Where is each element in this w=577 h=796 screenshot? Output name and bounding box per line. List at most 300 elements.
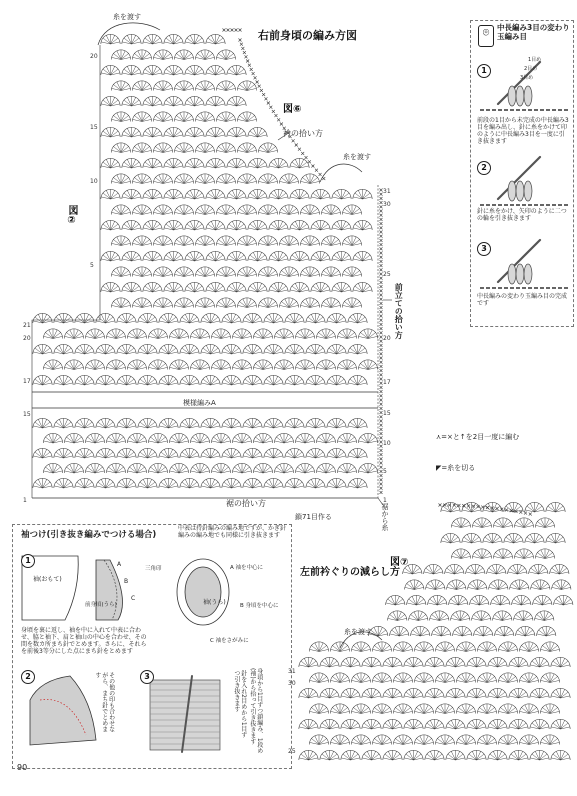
shell-stitch [306, 418, 325, 428]
shell-stitch [122, 220, 141, 230]
shell-stitch [514, 518, 533, 528]
shell-stitch [358, 433, 377, 443]
shell-stitch [164, 34, 183, 44]
shell-stitch [117, 448, 136, 458]
shell-stitch [195, 174, 214, 184]
shell-stitch [201, 313, 220, 323]
shell-stitch [54, 344, 73, 354]
sleeve-point-c: C [131, 595, 136, 602]
shell-stitch [269, 189, 288, 199]
shell-stitch [477, 642, 496, 652]
shell-stitch [237, 174, 256, 184]
shell-stitch [216, 143, 235, 153]
shell-stitch [132, 174, 151, 184]
shell-stitch [383, 719, 402, 729]
shell-stitch [488, 750, 507, 760]
shell-stitch [43, 433, 62, 443]
shell-stitch [467, 657, 486, 667]
cut-yarn-icon: ◤ [436, 464, 442, 472]
shell-stitch [362, 688, 381, 698]
shell-stitch [101, 282, 120, 292]
shell-stitch [468, 580, 487, 590]
shell-stitch [138, 418, 157, 428]
shell-stitch [393, 642, 412, 652]
hem-pickup-label: 裾の拾い方 [226, 499, 266, 508]
shell-stitch [337, 433, 356, 443]
shell-stitch [153, 112, 172, 122]
left-front-neck-title: 左前衿ぐりの減らし方 [300, 567, 400, 578]
shell-stitch [309, 642, 328, 652]
shell-stitch [525, 533, 544, 543]
shell-stitch [127, 360, 146, 370]
tail-label: 裾から糸 [381, 503, 390, 531]
shell-stitch [330, 673, 349, 683]
shell-stitch [425, 657, 444, 667]
shell-stitch [372, 704, 391, 714]
shell-stitch [169, 360, 188, 370]
shell-stitch [143, 251, 162, 261]
mini-label-3: 3目め [520, 75, 534, 81]
shell-stitch [264, 418, 283, 428]
note-a: A 袖を中心に [230, 565, 264, 571]
shell-stitch [101, 189, 120, 199]
shell-stitch [456, 673, 475, 683]
shell-stitch [190, 360, 209, 370]
shell-stitch [535, 549, 554, 559]
shell-stitch [153, 298, 172, 308]
shell-stitch [488, 657, 507, 667]
step-2-marker: 2 [477, 155, 491, 175]
shell-stitch [164, 158, 183, 168]
shell-stitch [132, 143, 151, 153]
shell-stitch [211, 360, 230, 370]
shell-stitch [122, 34, 141, 44]
row-number: 25 [383, 271, 391, 278]
shell-stitch [512, 595, 531, 605]
shell-stitch [264, 375, 283, 385]
shell-stitch [531, 580, 550, 590]
shell-stitch [306, 313, 325, 323]
shell-stitch [195, 205, 214, 215]
shell-stitch [101, 65, 120, 75]
shell-stitch [269, 158, 288, 168]
shell-stitch [164, 96, 183, 106]
shell-stitch [546, 533, 565, 543]
shell-stitch [211, 463, 230, 473]
shell-stitch [488, 719, 507, 729]
shell-stitch [132, 298, 151, 308]
sleeve-step-2-note: その他の印も合わせながら、まち針でとめます [93, 672, 115, 732]
shell-stitch [456, 704, 475, 714]
shell-stitch [122, 251, 141, 261]
shell-stitch [64, 463, 83, 473]
shell-stitch [216, 267, 235, 277]
shell-stitch [237, 267, 256, 277]
shell-stitch [327, 418, 346, 428]
shell-stitch [222, 313, 241, 323]
shell-stitch [341, 657, 360, 667]
shell-stitch [75, 418, 94, 428]
shell-stitch [211, 433, 230, 443]
shell-stitch [321, 205, 340, 215]
shell-stitch [122, 189, 141, 199]
shell-stitch [508, 564, 527, 574]
shell-stitch [111, 50, 130, 60]
neck-pickup-label: 衿の拾い方 [283, 129, 323, 138]
shell-stitch [342, 236, 361, 246]
shell-stitch [164, 65, 183, 75]
sleeve-step-3-note: 身頃から1目ずつ鎖編み、1段め(袖)から拾って引き抜きます [248, 668, 263, 754]
shell-stitch [159, 344, 178, 354]
shell-stitch [111, 236, 130, 246]
shell-stitch [96, 478, 115, 488]
shell-stitch [290, 158, 309, 168]
main-diagram-title: 右前身頃の編み方図 [258, 29, 357, 42]
mini-label-2: 2目め [524, 66, 538, 72]
shell-stitch [206, 65, 225, 75]
shell-stitch [362, 750, 381, 760]
shell-stitch [253, 433, 272, 443]
shell-stitch [101, 220, 120, 230]
shell-stitch [54, 418, 73, 428]
shell-stitch [232, 329, 251, 339]
shell-stitch [243, 448, 262, 458]
shell-stitch [143, 96, 162, 106]
shell-stitch [243, 375, 262, 385]
inset-title: 中長編み3目の変わり玉編み目 [497, 23, 570, 41]
shell-stitch [348, 313, 367, 323]
shell-stitch [143, 220, 162, 230]
shell-stitch [159, 313, 178, 323]
shell-stitch [477, 673, 496, 683]
shell-stitch [253, 329, 272, 339]
shell-stitch [106, 329, 125, 339]
shell-stitch [164, 127, 183, 137]
shell-stitch [441, 533, 460, 543]
shell-stitch [201, 448, 220, 458]
shell-stitch [509, 657, 528, 667]
shell-stitch [540, 673, 559, 683]
shell-stitch [516, 626, 535, 636]
shell-stitch [316, 463, 335, 473]
shell-stitch [447, 580, 466, 590]
shell-stitch [321, 267, 340, 277]
shell-stitch [264, 313, 283, 323]
shell-stitch [290, 251, 309, 261]
shell-stitch [279, 298, 298, 308]
shell-stitch [227, 251, 246, 261]
shell-stitch [96, 448, 115, 458]
shell-stitch [509, 719, 528, 729]
shell-stitch [306, 478, 325, 488]
yarn-pass-arrow-right [320, 164, 362, 182]
shell-stitch [117, 478, 136, 488]
shell-stitch [195, 298, 214, 308]
shell-stitch [101, 96, 120, 106]
row-number: 20 [383, 335, 391, 342]
shell-stitch [342, 298, 361, 308]
yarn-note-right: 糸を渡す [343, 153, 371, 161]
shell-stitch [111, 143, 130, 153]
shell-stitch [54, 478, 73, 488]
sleeve-step-3-marker: 3 [140, 664, 154, 684]
shell-stitch [285, 478, 304, 488]
shell-stitch [316, 433, 335, 443]
shell-stitch [321, 298, 340, 308]
shell-stitch [237, 81, 256, 91]
shell-stitch [321, 236, 340, 246]
note-c: C 袖をさがみに [210, 638, 249, 644]
shell-stitch [551, 657, 570, 667]
shell-stitch [258, 267, 277, 277]
shell-stitch [232, 433, 251, 443]
shell-stitch [122, 282, 141, 292]
shell-stitch [316, 360, 335, 370]
shell-stitch [393, 735, 412, 745]
shell-stitch [514, 549, 533, 559]
shell-stitch [64, 433, 83, 443]
shell-stitch [337, 463, 356, 473]
shell-stitch [495, 626, 514, 636]
shell-stitch [279, 236, 298, 246]
shell-stitch [232, 360, 251, 370]
shell-stitch [85, 433, 104, 443]
shell-stitch [127, 329, 146, 339]
shell-stitch [491, 595, 510, 605]
shell-stitch [269, 251, 288, 261]
shell-stitch [530, 657, 549, 667]
shell-stitch [509, 688, 528, 698]
step-1-text: 前段の1目から未完成の中長編み3目を編み出し、針に糸をかけて印のように中長編み3目を一度に引き抜きます [477, 117, 569, 145]
shell-stitch [101, 34, 120, 44]
shell-stitch [535, 518, 554, 528]
shell-stitch [467, 750, 486, 760]
shell-stitch [351, 704, 370, 714]
section-divider [32, 392, 378, 498]
shell-stitch [122, 96, 141, 106]
shell-stitch [33, 344, 52, 354]
shell-stitch [190, 463, 209, 473]
left-neck-marks [439, 504, 532, 516]
shell-stitch [456, 642, 475, 652]
shell-stitch [279, 174, 298, 184]
shell-stitch [467, 688, 486, 698]
shell-stitch [295, 463, 314, 473]
shell-stitch [96, 418, 115, 428]
shell-stitch [295, 360, 314, 370]
shell-stitch [353, 282, 372, 292]
shell-stitch [185, 127, 204, 137]
shell-stitch [290, 189, 309, 199]
shell-stitch [348, 375, 367, 385]
shell-stitch [174, 267, 193, 277]
shell-stitch [332, 220, 351, 230]
shell-stitch [117, 313, 136, 323]
shell-stitch [201, 418, 220, 428]
shell-stitch [472, 611, 491, 621]
shell-stitch [33, 448, 52, 458]
shell-stitch [535, 611, 554, 621]
shell-stitch [372, 735, 391, 745]
shell-stitch [127, 463, 146, 473]
row-number: 1 [23, 497, 27, 504]
shell-stitch [414, 735, 433, 745]
shell-stitch [148, 360, 167, 370]
shell-stitch [404, 719, 423, 729]
shell-stitch [143, 282, 162, 292]
shell-stitch [248, 282, 267, 292]
shell-stitch [206, 96, 225, 106]
shell-stitch [483, 533, 502, 543]
shell-stitch [358, 360, 377, 370]
shell-stitch [138, 313, 157, 323]
shell-stitch [306, 448, 325, 458]
shell-stitch [337, 329, 356, 339]
shell-stitch [153, 236, 172, 246]
shell-stitch [185, 34, 204, 44]
shell-stitch [138, 375, 157, 385]
shell-stitch [216, 174, 235, 184]
shell-stitch [190, 433, 209, 443]
row-number: 31 [383, 188, 391, 195]
shell-stitch [341, 719, 360, 729]
shell-stitch [446, 719, 465, 729]
shell-stitch [122, 158, 141, 168]
shell-stitch [169, 329, 188, 339]
shell-stitch [274, 463, 293, 473]
shell-stitch [353, 189, 372, 199]
front-band-pickup-label: 前立ての拾い方 [394, 283, 404, 339]
shell-stitch [451, 549, 470, 559]
shell-stitch [227, 189, 246, 199]
sleeve-box-title: 袖つけ(引き抜き編みでつける場合) [21, 530, 157, 540]
shell-stitch [337, 360, 356, 370]
shell-stitch [258, 236, 277, 246]
shell-stitch [332, 189, 351, 199]
left-edge-line [32, 45, 100, 498]
shell-stitch [216, 205, 235, 215]
shell-stitch [498, 735, 517, 745]
shell-stitch [426, 580, 445, 590]
shell-stitch [551, 750, 570, 760]
yarn-note-top: 糸を渡す [113, 13, 141, 21]
step-3-text: 中長編みの変わり玉編み目の完成です [477, 293, 568, 307]
shell-stitch [290, 282, 309, 292]
shell-stitch [300, 298, 319, 308]
shell-stitch [404, 688, 423, 698]
shell-stitch [488, 688, 507, 698]
shell-stitch [533, 595, 552, 605]
shell-stitch [320, 688, 339, 698]
shell-stitch [299, 688, 318, 698]
shell-stitch [409, 611, 428, 621]
shell-stitch [327, 478, 346, 488]
yarn-note-bottom: 糸を渡す [344, 628, 372, 636]
shell-stitch [222, 344, 241, 354]
shell-stitch [530, 750, 549, 760]
shell-stitch [206, 251, 225, 261]
step-2-text: 針に糸をかけ、矢印のように二つの輪を引き抜きます [477, 208, 567, 222]
mini-label-1: 1目め [528, 57, 542, 63]
shell-stitch [174, 236, 193, 246]
sleeve-intro-note: 中表は持針編みの編み地ですが、かぎ針編みの編み地でも同様に引き抜きます [178, 525, 287, 539]
shell-stitch [300, 267, 319, 277]
shell-stitch [106, 433, 125, 443]
shell-stitch [330, 642, 349, 652]
shell-stitch [148, 463, 167, 473]
shell-stitch [195, 236, 214, 246]
shell-stitch [306, 375, 325, 385]
shell-stitch [54, 375, 73, 385]
shell-stitch [320, 719, 339, 729]
shell-stitch [101, 158, 120, 168]
shell-stitch [101, 127, 120, 137]
shell-stitch [206, 127, 225, 137]
shell-stitch [180, 375, 199, 385]
shell-stitch [509, 750, 528, 760]
shell-stitch [185, 65, 204, 75]
shell-stitch [96, 313, 115, 323]
shell-stitch [96, 344, 115, 354]
row-number: 30 [288, 680, 296, 687]
shell-stitch [279, 267, 298, 277]
shell-stitch [285, 448, 304, 458]
shell-stitch [474, 626, 493, 636]
shell-stitch [477, 704, 496, 714]
shell-stitch [425, 719, 444, 729]
step-1-marker: 1 [477, 58, 491, 78]
shell-stitch [309, 704, 328, 714]
shell-stitch [185, 189, 204, 199]
shell-stitch [169, 433, 188, 443]
shell-stitch [551, 688, 570, 698]
shell-stitch [75, 313, 94, 323]
decrease-symbol-icon: ⋏ [436, 433, 442, 441]
puff-stitch-symbol-icon: ⌾ [478, 25, 494, 47]
shell-stitch [358, 329, 377, 339]
figure-2-label: 図② [66, 205, 77, 226]
shell-stitch [330, 735, 349, 745]
shell-stitch [122, 127, 141, 137]
shell-stitch [311, 189, 330, 199]
shell-stitch [138, 478, 157, 488]
shell-stitch [185, 220, 204, 230]
shell-stitch [227, 158, 246, 168]
shell-stitch [117, 375, 136, 385]
shell-stitch [111, 205, 130, 215]
shell-stitch [237, 205, 256, 215]
shell-stitch [477, 735, 496, 745]
shell-stitch [472, 549, 491, 559]
shell-stitch [493, 611, 512, 621]
shell-stitch [248, 251, 267, 261]
shell-stitch [190, 329, 209, 339]
shell-stitch [348, 418, 367, 428]
shell-stitch [75, 448, 94, 458]
shell-stitch [332, 282, 351, 292]
shell-stitch [206, 282, 225, 292]
shell-stitch [174, 50, 193, 60]
shell-stitch [111, 174, 130, 184]
shell-stitch [64, 360, 83, 370]
shell-stitch [411, 626, 430, 636]
shell-stitch [195, 267, 214, 277]
shell-stitch [227, 65, 246, 75]
shell-stitch [279, 205, 298, 215]
shell-stitch [64, 329, 83, 339]
shell-stitch [295, 433, 314, 443]
shell-stitch [546, 502, 565, 512]
